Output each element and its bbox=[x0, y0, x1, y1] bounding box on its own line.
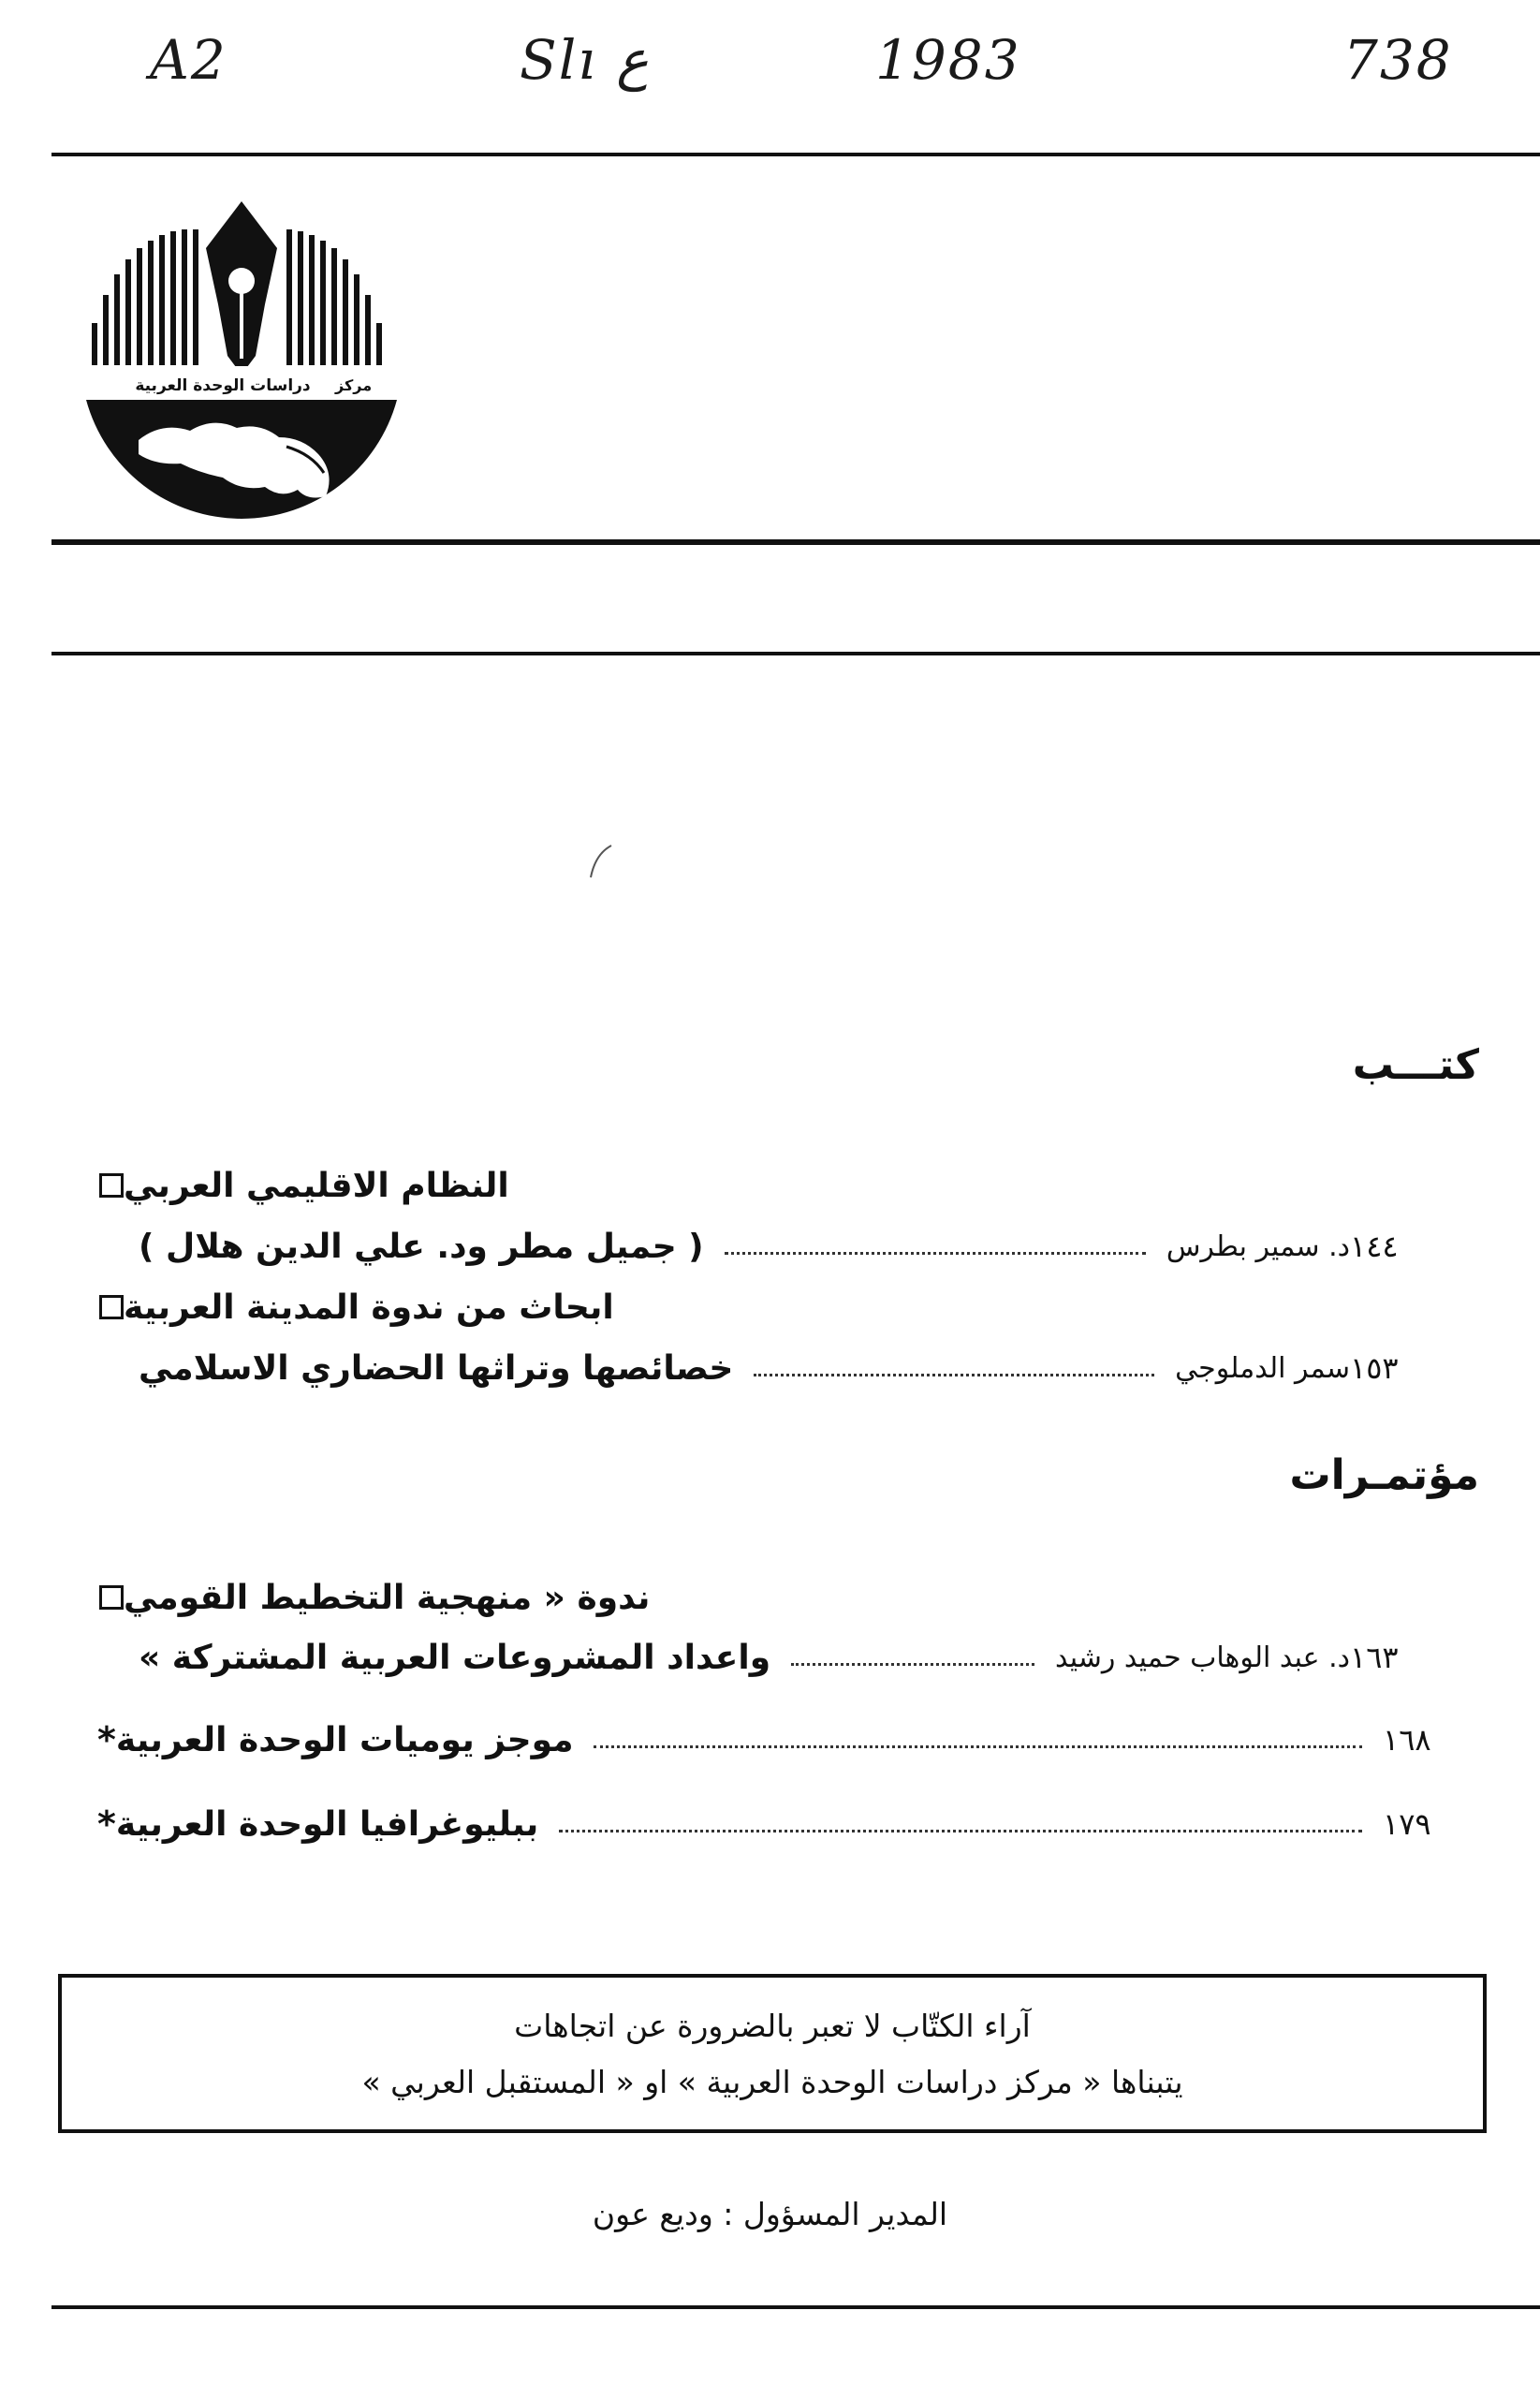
book-1-author: د. سمير بطرس bbox=[1166, 1229, 1350, 1263]
leader-dots bbox=[725, 1252, 1146, 1255]
logo-bottom-rule bbox=[51, 539, 1540, 545]
leader-dots bbox=[594, 1745, 1362, 1748]
disclaimer-line-2: يتبناها « مركز دراسات الوحدة العربية » او « المستقبل العربي » bbox=[361, 2064, 1183, 2100]
logo-text-small: مركز bbox=[335, 376, 373, 394]
conference-1-page: ١٦٣ bbox=[1350, 1640, 1399, 1675]
books-section-title: كتـــب bbox=[1352, 1041, 1479, 1089]
book-2-author: سمر الدملوجي bbox=[1175, 1351, 1350, 1385]
checkbox-bullet-icon bbox=[99, 1295, 124, 1319]
bottom-rule bbox=[51, 2305, 1540, 2309]
conference-entry-1-detail bbox=[84, 1631, 1451, 1684]
logo-bars-right bbox=[286, 229, 382, 365]
book-2-page: ١٥٣ bbox=[1350, 1350, 1399, 1386]
handwritten-note-1: A2 bbox=[150, 28, 227, 92]
conference-1-author: د. عبد الوهاب حميد رشيد bbox=[1054, 1641, 1350, 1674]
book-2-title-line-1: ابحاث من ندوة المدينة العربية bbox=[124, 1288, 614, 1327]
top-rule bbox=[51, 153, 1540, 156]
book-1-title-line-2: ( جميل مطر ود. علي الدين هلال ) bbox=[139, 1227, 704, 1266]
conference-1-title-line-1: ندوة « منهجية التخطيط القومي bbox=[124, 1578, 651, 1617]
asterisk-bullet-icon: * bbox=[97, 1803, 116, 1845]
checkbox-bullet-icon bbox=[99, 1173, 124, 1198]
leader-dots bbox=[791, 1663, 1034, 1666]
director-credit: المدير المسؤول : وديع عون bbox=[592, 2196, 948, 2232]
extra-1-title: موجز يوميات الوحدة العربية bbox=[115, 1720, 574, 1759]
handwritten-note-3: 1983 bbox=[875, 28, 1021, 92]
handwritten-note-4: 738 bbox=[1343, 28, 1453, 92]
book-entry-1-detail bbox=[84, 1220, 1451, 1273]
extra-2-title: ببليوغرافيا الوحدة العربية bbox=[115, 1804, 539, 1844]
conference-1-title-line-2: واعداد المشروعات العربية المشتركة » bbox=[139, 1638, 771, 1677]
disclaimer-box bbox=[58, 1974, 1487, 2133]
pen-mark-icon bbox=[588, 843, 616, 880]
disclaimer-line-1: آراء الكتّاب لا تعبر بالضرورة عن اتجاهات bbox=[514, 2008, 1031, 2044]
asterisk-bullet-icon: * bbox=[97, 1719, 116, 1760]
logo-bars-left bbox=[92, 229, 198, 365]
book-1-title-line-1: النظام الاقليمي العربي bbox=[124, 1166, 509, 1205]
extra-2-page: ١٧٩ bbox=[1383, 1806, 1431, 1842]
handwritten-note-2: Slı ع bbox=[520, 28, 649, 92]
book-1-page: ١٤٤ bbox=[1350, 1229, 1399, 1264]
book-entry-2-title bbox=[84, 1281, 1451, 1333]
leader-dots bbox=[559, 1830, 1362, 1832]
logo-text-main: دراسات الوحدة العربية bbox=[135, 376, 311, 395]
center-logo bbox=[73, 192, 410, 538]
section-divider-rule bbox=[51, 652, 1540, 655]
book-entry-1-title bbox=[84, 1159, 1451, 1212]
leader-dots bbox=[754, 1374, 1154, 1376]
extra-entry-1 bbox=[84, 1714, 1484, 1766]
conferences-section-title: مؤتمـرات bbox=[1289, 1451, 1479, 1499]
extra-entry-2 bbox=[84, 1798, 1484, 1850]
conference-entry-1-title bbox=[84, 1571, 1451, 1624]
book-entry-2-detail bbox=[84, 1342, 1451, 1394]
checkbox-bullet-icon bbox=[99, 1585, 124, 1610]
book-2-title-line-2: خصائصها وتراثها الحضاري الاسلامي bbox=[139, 1348, 734, 1388]
extra-1-page: ١٦٨ bbox=[1383, 1722, 1431, 1758]
logo-emblem-icon bbox=[73, 192, 410, 538]
